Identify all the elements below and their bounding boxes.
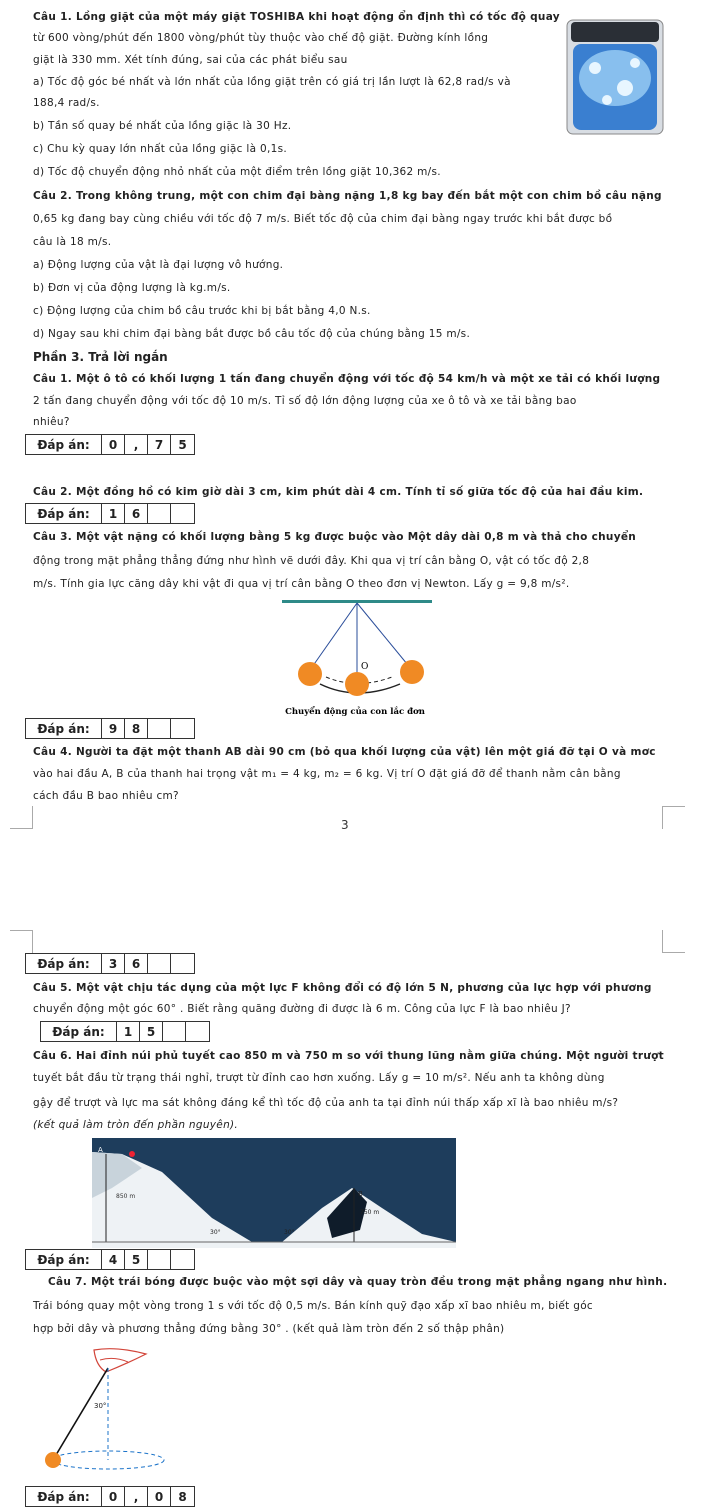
s6-line1: Câu 6. Hai đỉnh núi phủ tuyết cao 850 m và 750 m so với thung lũng nằm giữa chúng. Một người trượt <box>33 1050 664 1062</box>
point-a-label: A <box>98 1146 103 1154</box>
s1-line3: nhiêu? <box>33 416 70 428</box>
answer-cell: 9 <box>102 719 125 738</box>
s2-answer-box <box>25 503 195 524</box>
section-title: Phần 3. Trả lời ngắn <box>33 350 168 364</box>
s1-answer-box <box>25 434 195 455</box>
answer-label: Đáp án: <box>26 435 102 454</box>
s5-answer-box <box>40 1021 210 1042</box>
q2-statement-a: a) Động lượng của vật là đại lượng vô hướng. <box>33 259 284 271</box>
answer-cell <box>171 1250 194 1269</box>
skier-icon <box>129 1151 135 1157</box>
s4-line1: Câu 4. Người ta đặt một thanh AB dài 90 cm (bỏ qua khối lượng của vật) lên một giá đỡ tại O và mơc <box>33 746 656 758</box>
answer-cell: 6 <box>125 504 148 523</box>
page-number: 3 <box>341 818 349 832</box>
s7-line2: Trái bóng quay một vòng trong 1 s với tốc độ 0,5 m/s. Bán kính quỹ đạo xấp xĩ bao nhiêu m, biết góc <box>33 1300 593 1312</box>
answer-label: Đáp án: <box>26 1250 102 1269</box>
answer-cell: 8 <box>178 1489 187 1504</box>
s3-line2: động trong mặt phẳng thẳng đứng như hình vẽ dưới đây. Khi qua vị trí cân bằng O, vật có tốc độ 2,8 <box>33 555 590 567</box>
conical-pendulum-figure <box>36 1342 166 1472</box>
figure-caption: Chuyển động của con lắc đơn <box>285 707 425 717</box>
answer-cell: 5 <box>125 1250 148 1269</box>
q2-statement-b: b) Đơn vị của động lượng là kg.m/s. <box>33 282 231 294</box>
q1-statement-b: b) Tần số quay bé nhất của lồng giặc là 30 Hz. <box>33 120 292 132</box>
point-o-label: O <box>361 662 369 672</box>
s1-line1: Câu 1. Một ô tô có khối lượng 1 tấn đang chuyển động với tốc độ 54 km/h và một xe tải có khối lượng <box>33 373 661 385</box>
q1-statement-d: d) Tốc độ chuyển động nhỏ nhất của một điểm trên lồng giặt 10,362 m/s. <box>33 166 441 178</box>
answer-label: Đáp án: <box>26 954 102 973</box>
answer-cell: , <box>125 1487 148 1506</box>
page-corner <box>10 930 33 953</box>
answer-cell: 4 <box>102 1250 125 1269</box>
page-corner <box>662 806 685 829</box>
mountain-figure <box>92 1138 456 1248</box>
answer-cell: 1 <box>117 1022 140 1041</box>
answer-label: Đáp án: <box>26 504 102 523</box>
answer-label: Đáp án: <box>41 1022 117 1041</box>
answer-cell <box>148 954 171 973</box>
s5-line1: Câu 5. Một vật chịu tác dụng của một lực F không đổi có độ lớn 5 N, phương của lực hợp với phương <box>33 982 652 994</box>
q1-line1: Câu 1. Lồng giặt của một máy giặt TOSHIBA khi hoạt động ổn định thì có tốc độ quay <box>33 11 560 23</box>
answer-cell <box>148 504 171 523</box>
answer-cell: 8 <box>125 719 148 738</box>
answer-cell <box>148 719 171 738</box>
ball-icon <box>45 1452 61 1468</box>
s7-line1: Câu 7. Một trái bóng được buộc vào một sợi dây và quay tròn đều trong mặt phẳng ngang như hình. <box>48 1276 668 1288</box>
q1-line2: từ 600 vòng/phút đến 1800 vòng/phút tùy thuộc vào chế độ giặt. Đường kính lồng <box>33 32 489 44</box>
height-850-label: 850 m <box>116 1193 136 1200</box>
pendulum-ball <box>298 662 322 686</box>
pendulum-ball <box>400 660 424 684</box>
q2-line3: câu là 18 m/s. <box>33 236 112 248</box>
s4-line2: vào hai đầu A, B của thanh hai trọng vật m₁ = 4 kg, m₂ = 6 kg. Vị trí O đặt giá đỡ để thanh nằm cân bằng <box>33 768 621 780</box>
s2-line1: Câu 2. Một đồng hồ có kim giờ dài 3 cm, kim phút dài 4 cm. Tính tỉ số giữa tốc độ của hai đầu kim. <box>33 486 644 498</box>
answer-cell: 1 <box>102 504 125 523</box>
answer-cell: 0 <box>102 435 125 454</box>
q2-line2: 0,65 kg đang bay cùng chiều với tốc độ 7 m/s. Biết tốc độ của chim đại bàng ngay trước khi bắt được bồ <box>33 213 613 225</box>
answer-cell: 6 <box>125 954 148 973</box>
answer-cell <box>148 1250 171 1269</box>
q2-line1: Câu 2. Trong không trung, một con chim đại bàng nặng 1,8 kg bay đến bắt một con chim bồ câu nặng <box>33 190 662 202</box>
answer-cell <box>171 954 194 973</box>
q2-statement-d: d) Ngay sau khi chim đại bàng bắt được bồ câu tốc độ của chúng bằng 15 m/s. <box>33 328 471 340</box>
point-b-label: B <box>358 1190 363 1198</box>
angle-label: 30° <box>94 1402 107 1410</box>
q1-statement-a: a) Tốc độ góc bé nhất và lớn nhất của lồng giặt trên có giá trị lần lượt là 62,8 rad/s và <box>33 76 511 88</box>
s6-line4: (kết quả làm tròn đến phần nguyên). <box>33 1119 239 1131</box>
answer-cell <box>171 504 194 523</box>
s6-answer-box <box>25 1249 195 1270</box>
answer-cell <box>186 1022 209 1041</box>
pendulum-figure <box>260 598 450 720</box>
angle-label: 30° <box>210 1229 221 1236</box>
answer-cell: 0 <box>102 1487 125 1506</box>
answer-label: Đáp án: <box>26 719 102 738</box>
pendulum-ball <box>345 672 369 696</box>
s3-line3: m/s. Tính gia lực căng dây khi vật đi qua vị trí cân bằng O theo đơn vị Newton. Lấy g = 9,8 m/s². <box>33 578 570 590</box>
q1-statement-c: c) Chu kỳ quay lớn nhất của lồng giặc là 0,1s. <box>33 143 287 155</box>
s7-answer-box <box>25 1486 195 1507</box>
s4-answer-box <box>25 953 195 974</box>
s3-answer-box <box>25 718 195 739</box>
answer-label: Đáp án: <box>26 1487 102 1506</box>
answer-cell: 3 <box>102 954 125 973</box>
q1-line3: giặt là 330 mm. Xét tính đúng, sai của các phát biểu sau <box>33 54 348 66</box>
s6-line3: gậy để trượt và lực ma sát không đáng kể thì tốc độ của anh ta tại đỉnh núi thấp xấp xĩ là bao nhiêu m/s? <box>33 1097 619 1109</box>
answer-cell: 7 <box>148 435 171 454</box>
washing-machine-image <box>565 18 665 136</box>
answer-cell: 0 <box>148 1487 171 1506</box>
s4-line3: cách đầu B bao nhiêu cm? <box>33 790 179 802</box>
page-corner <box>10 806 33 829</box>
s6-line2: tuyết bắt đầu từ trạng thái nghỉ, trượt từ đỉnh cao hơn xuống. Lấy g = 10 m/s². Nếu anh ta không dùng <box>33 1072 605 1084</box>
q2-statement-c: c) Động lượng của chim bồ câu trước khi bị bắt bằng 4,0 N.s. <box>33 305 371 317</box>
answer-cell: , <box>125 435 148 454</box>
s7-line3: hợp bởi dây và phương thẳng đứng bằng 30° . (kết quả làm tròn đến 2 số thập phân) <box>33 1323 505 1335</box>
angle-label: 30° <box>284 1229 295 1236</box>
s1-line2: 2 tấn đang chuyển động với tốc độ 10 m/s. Tỉ số độ lớn động lượng của xe ô tô và xe tải bằng bao <box>33 395 577 407</box>
answer-cell <box>171 719 194 738</box>
answer-cell: 5 <box>178 437 187 452</box>
answer-cell <box>163 1022 186 1041</box>
ceiling-bar <box>282 600 432 603</box>
page-corner <box>662 930 685 953</box>
s5-line2: chuyển động một góc 60° . Biết rằng quãng đường đi được là 6 m. Công của lực F là bao nhiêu J? <box>33 1003 571 1015</box>
answer-cell: 5 <box>140 1022 163 1041</box>
height-750-label: 750 m <box>360 1209 380 1216</box>
q1-statement-a-cont: 188,4 rad/s. <box>33 97 100 109</box>
s3-line1: Câu 3. Một vật nặng có khối lượng bằng 5 kg được buộc vào Một dây dài 0,8 m và thả cho chuyển <box>33 531 637 543</box>
